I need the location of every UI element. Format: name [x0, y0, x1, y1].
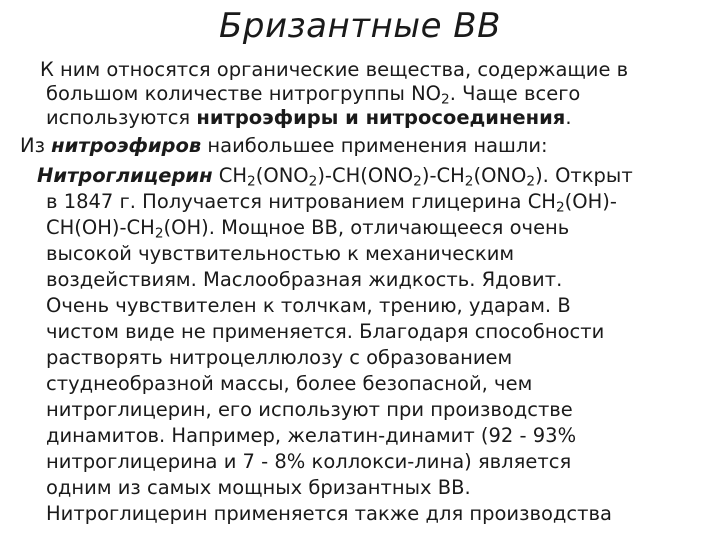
- text-run: наибольшее применения нашли:: [201, 134, 548, 157]
- formula-run: ). Открыт: [535, 164, 633, 187]
- subscript: 2: [464, 173, 474, 190]
- paragraph-3-line-6: Очень чувствителен к толчкам, трению, ударам. В: [46, 294, 571, 317]
- text-run: К ним относятся органические вещества, содержащие в: [40, 58, 629, 81]
- paragraph-3-line-13: одним из самых мощных бризантных ВВ.: [46, 476, 471, 499]
- paragraph-3-line-5: воздействиям. Маслообразная жидкость. Ядовит.: [46, 268, 563, 291]
- paragraph-3-line-1: [37, 164, 633, 188]
- subscript: 2: [154, 225, 164, 242]
- formula-run: (ONO: [255, 164, 309, 187]
- paragraph-3-line-9: студнеобразной массы, более безопасной, чем: [46, 372, 533, 395]
- text-run: используются: [46, 106, 197, 129]
- subscript: 2: [247, 173, 256, 190]
- subscript: 2: [441, 91, 450, 108]
- subscript: 2: [308, 173, 318, 190]
- formula-run: CH: [212, 164, 248, 187]
- paragraph-3-line-3: [46, 216, 569, 240]
- formula-run: (ONO: [473, 164, 527, 187]
- paragraph-3-line-11: динамитов. Например, желатин-динамит (92 - 93%: [46, 424, 577, 447]
- formula-run: )-CH: [421, 164, 465, 187]
- text-run: (OH). Мощное ВВ, отличающееся очень: [163, 216, 570, 239]
- subscript: 2: [413, 173, 422, 190]
- bold-term: нитроэфиры и нитросоединения: [196, 106, 566, 129]
- paragraph-3-line-2: [46, 190, 617, 214]
- text-run: (OH)-: [564, 190, 617, 213]
- formula-run: )-CH(ONO: [317, 164, 414, 187]
- paragraph-2: [20, 134, 548, 158]
- text-run: большом количестве нитрогруппы NO: [46, 82, 442, 105]
- paragraph-3-line-10: нитроглицерин, его используют при производстве: [46, 398, 573, 421]
- bold-italic-term: Нитроглицерин: [37, 164, 213, 187]
- paragraph-3-line-4: высокой чувствительностью к механическим: [46, 242, 515, 265]
- paragraph-1-line-2: [46, 82, 580, 106]
- paragraph-1-line-3: [46, 106, 572, 130]
- subscript: 2: [555, 199, 565, 216]
- text-run: CH(OH)-CH: [46, 216, 155, 239]
- paragraph-3-line-12: нитроглицерина и 7 - 8% коллокси-лина) является: [46, 450, 572, 473]
- text-run: в 1847 г. Получается нитрованием глицерина CH: [46, 190, 556, 213]
- slide-title: Бризантные ВВ: [219, 6, 501, 46]
- text-run: .: [565, 106, 572, 129]
- paragraph-1-line-1: [40, 58, 628, 82]
- text-run: Из: [20, 134, 52, 157]
- subscript: 2: [526, 173, 536, 190]
- text-run: . Чаще всего: [449, 82, 581, 105]
- paragraph-3-line-14: Нитроглицерин применяется также для производства: [46, 502, 612, 525]
- paragraph-3-line-7: чистом виде не применяется. Благодаря способности: [46, 320, 605, 343]
- paragraph-3-line-8: растворять нитроцеллюлозу с образованием: [46, 346, 513, 369]
- bold-italic-term: нитроэфиров: [51, 134, 202, 157]
